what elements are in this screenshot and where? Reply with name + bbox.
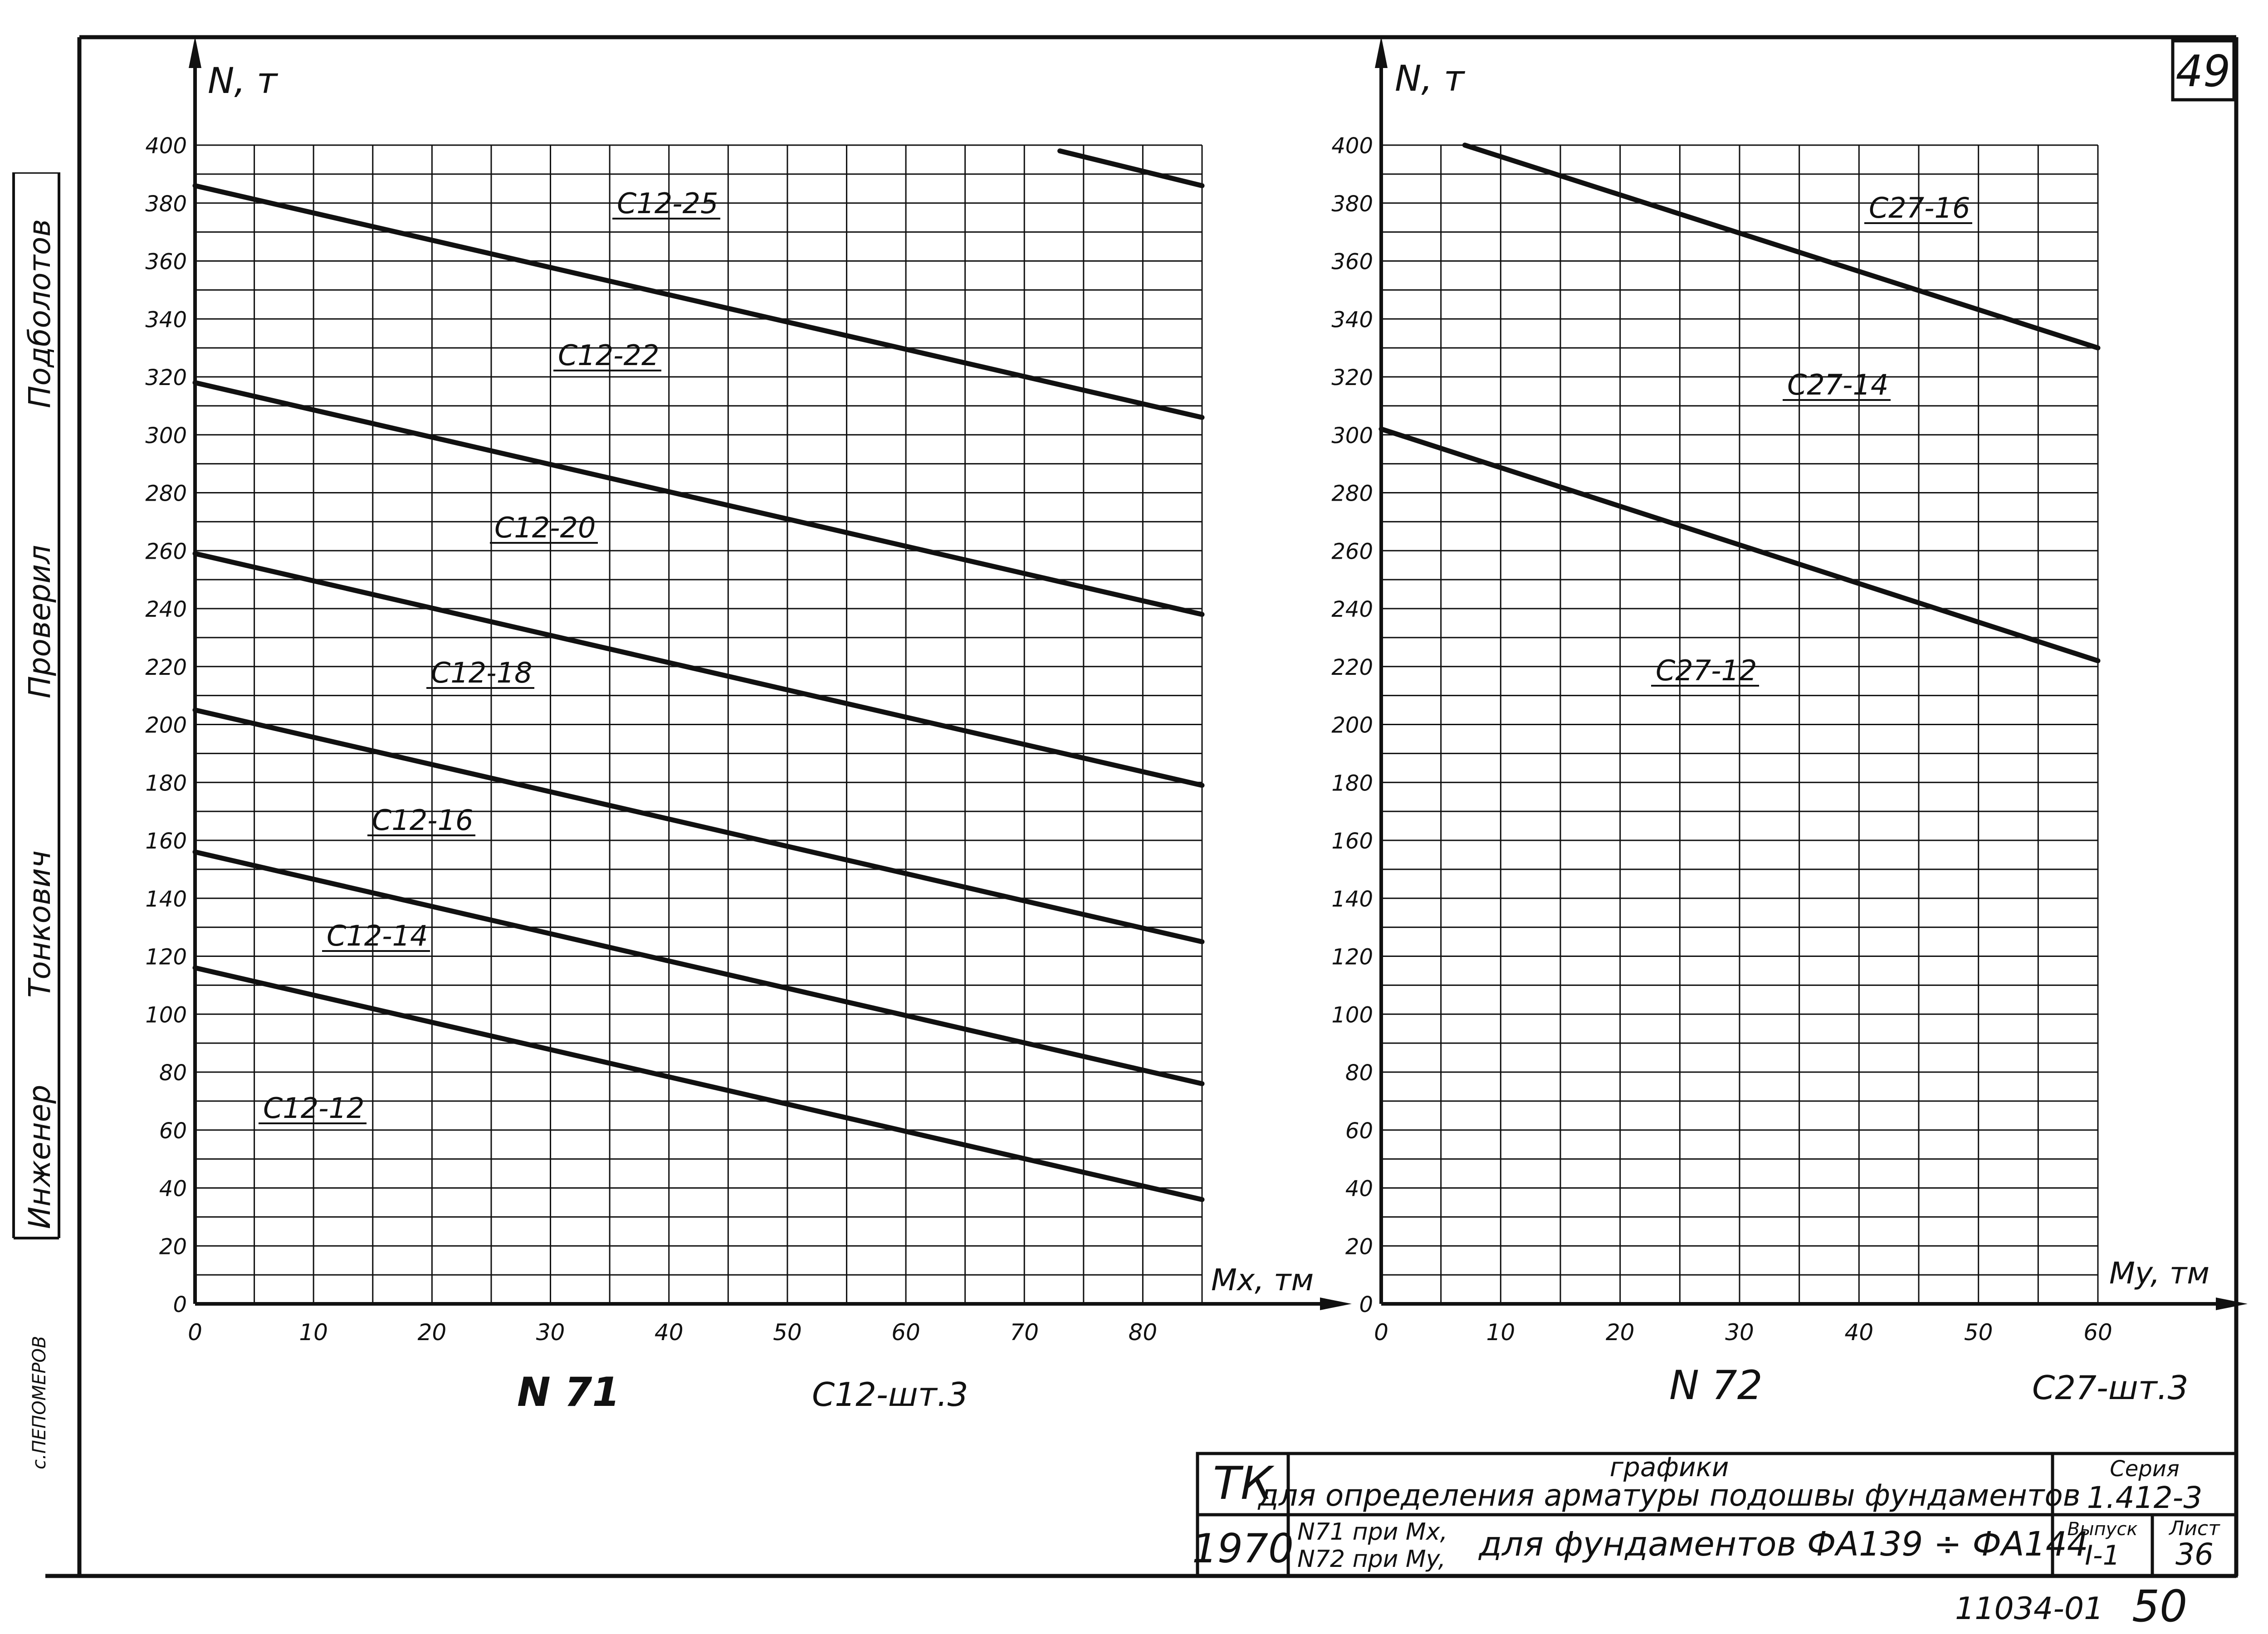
y-tick-label: 220 [1331,654,1373,680]
subtitle-line-2: N72 при My, [1297,1546,1446,1573]
y-tick-label: 360 [1331,249,1373,275]
page-number-box [2173,41,2234,100]
y-tick-label: 360 [145,249,187,275]
x-tick-label: 10 [299,1319,328,1346]
x-tick-label: 30 [1725,1319,1754,1346]
chart-n71-xlabel: Mx, тм [1211,1263,1314,1297]
y-tick-label: 340 [145,307,187,333]
y-tick-label: 100 [1331,1002,1373,1028]
title-block [1192,1452,2236,1576]
series-label: Серия [2110,1456,2180,1482]
y-tick-label: 80 [1345,1060,1373,1086]
y-tick-label: 400 [145,133,187,159]
x-tick-label: 40 [654,1319,684,1346]
y-tick-label: 40 [1345,1176,1373,1202]
series-line [195,185,1202,417]
y-tick-label: 200 [1331,712,1373,738]
x-axis-arrow [1320,1297,1352,1310]
title-block-org: ТК [1212,1457,1273,1510]
y-tick-label: 140 [145,886,187,912]
chart-n72-grid [1381,145,2098,1304]
x-axis-arrow [2216,1297,2248,1310]
chart-n71-note: C12-шт.3 [812,1375,968,1414]
y-tick-label: 320 [145,365,187,390]
stamp-footer: с.ПЕПОМЕРОВ [29,1336,50,1469]
series-label: C12-20 [494,511,596,544]
y-tick-label: 180 [1331,771,1373,796]
series-label: C27-12 [1656,654,1757,687]
series-line [195,852,1202,1084]
y-tick-label: 0 [173,1292,187,1317]
issue-label: Выпуск [2067,1519,2138,1540]
y-tick-label: 140 [1331,886,1373,912]
y-tick-label: 280 [1331,481,1373,507]
chart-n72-x-ticks [1374,1319,2112,1346]
chart-n72-xlabel: My, тм [2109,1256,2210,1291]
chart-n71-x-ticks [188,1319,1157,1346]
stamp-role-4: Подболотов [22,219,57,408]
y-tick-label: 300 [145,423,187,449]
y-tick-label: 160 [1331,829,1373,854]
y-tick-label: 0 [1359,1292,1373,1317]
y-tick-label: 220 [145,654,187,680]
series-line [195,710,1202,942]
chart-n71-series-labels [259,187,720,1125]
x-tick-label: 20 [1605,1319,1635,1346]
x-tick-label: 0 [188,1319,202,1346]
y-tick-label: 60 [159,1118,187,1144]
chart-n71-y-ticks [145,133,187,1317]
chart-n72-note: C27-шт.3 [2032,1369,2189,1407]
y-tick-label: 120 [1331,944,1373,970]
x-tick-label: 30 [536,1319,565,1346]
y-tick-label: 240 [1331,597,1373,622]
y-tick-label: 200 [145,712,187,738]
issue-value: I-1 [2085,1540,2120,1571]
chart-n71-grid [195,145,1202,1304]
y-tick-label: 160 [145,829,187,854]
chart-n71 [145,36,1352,1415]
y-tick-label: 260 [1331,539,1373,565]
x-tick-label: 80 [1128,1319,1158,1346]
y-tick-label: 20 [159,1234,187,1260]
chart-n71-series [195,151,1202,1200]
subtitle-tail: для фундаментов ФА139 ÷ ФА144 [1479,1525,2088,1564]
y-tick-label: 380 [1331,191,1373,217]
series-label: C12-25 [617,187,719,220]
chart-n72-series-labels [1651,191,1972,687]
series-value: 1.412-3 [2087,1480,2203,1515]
side-stamp [9,172,73,1488]
chart-n72-name: N 72 [1669,1362,1763,1409]
y-tick-label: 240 [145,597,187,622]
stamp-role-2: Тонкович [22,850,57,998]
series-label: C27-16 [1869,191,1970,224]
y-tick-label: 40 [159,1176,187,1202]
title-block-year: 1970 [1192,1525,1294,1572]
y-tick-label: 180 [145,771,187,796]
y-tick-label: 60 [1345,1118,1373,1144]
series-label: C27-14 [1787,368,1889,401]
x-tick-label: 0 [1374,1319,1388,1346]
chart-n72-y-ticks [1331,133,1373,1317]
y-axis-arrow [1375,36,1388,68]
x-tick-label: 70 [1010,1319,1039,1346]
series-label: C12-12 [263,1092,365,1125]
x-tick-label: 50 [773,1319,802,1346]
y-tick-label: 320 [1331,365,1373,390]
sheet-label: Лист [2169,1517,2220,1540]
y-tick-label: 120 [145,944,187,970]
title-line-1: графики [1609,1452,1729,1483]
archive-page: 50 [2132,1581,2188,1632]
y-tick-label: 260 [145,539,187,565]
chart-n71-ylabel: N, т [208,61,278,102]
series-line [195,554,1202,785]
y-tick-label: 340 [1331,307,1373,333]
series-label: C12-16 [372,804,474,837]
y-tick-label: 100 [145,1002,187,1028]
chart-n72-axes [1375,36,2248,1310]
y-tick-label: 380 [145,191,187,217]
stamp-role-3: Проверил [22,545,57,698]
page-number: 49 [2175,47,2231,97]
y-tick-label: 20 [1345,1234,1373,1260]
chart-n72 [1331,36,2248,1409]
stamp-role-1: Инженер [22,1084,57,1229]
chart-n72-ylabel: N, т [1395,59,1465,99]
x-tick-label: 60 [2083,1319,2112,1346]
y-tick-label: 280 [145,481,187,507]
subtitle-line-1: N71 при Mx, [1297,1518,1448,1546]
x-tick-label: 40 [1844,1319,1874,1346]
y-tick-label: 300 [1331,423,1373,449]
series-label: C12-18 [431,656,533,689]
sheet-value: 36 [2175,1537,2214,1572]
series-label: C12-22 [558,339,660,372]
y-tick-label: 400 [1331,133,1373,159]
x-tick-label: 50 [1964,1319,1993,1346]
x-tick-label: 20 [417,1319,447,1346]
title-line-2: для определения арматуры подошвы фундаментов [1258,1478,2081,1513]
x-tick-label: 60 [891,1319,920,1346]
archive-number: 11034-01 [1955,1591,2104,1627]
x-tick-label: 10 [1486,1319,1515,1346]
series-line [195,968,1202,1200]
y-tick-label: 80 [159,1060,187,1086]
y-axis-arrow [189,36,201,68]
series-label: C12-14 [327,919,428,952]
chart-n71-name: N 71 [517,1369,620,1415]
series-line [1060,151,1202,186]
